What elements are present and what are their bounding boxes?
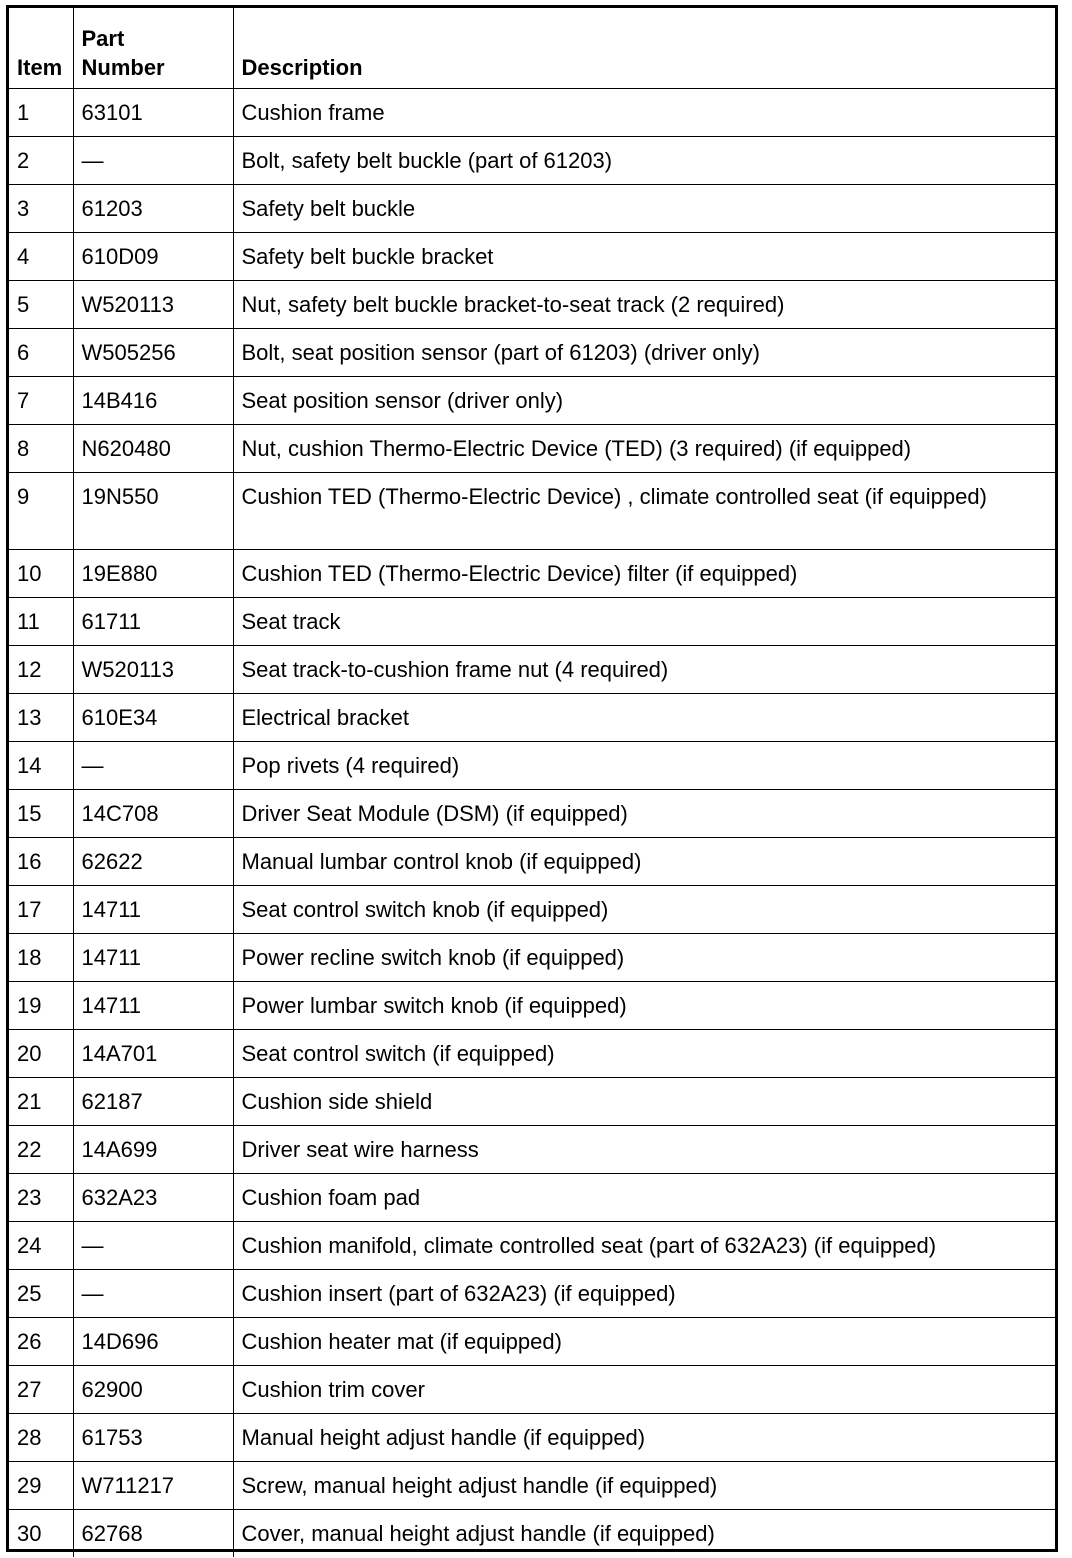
- table-row: [9, 472, 1055, 549]
- cell-item: 7: [9, 376, 73, 424]
- cell-description: Cushion TED (Thermo-Electric Device) , climate controlled seat (if equipped): [233, 472, 1055, 549]
- cell-description: Cushion frame: [233, 88, 1055, 136]
- cell-part-number: 61753: [73, 1413, 233, 1461]
- cell-part-number: 14711: [73, 981, 233, 1029]
- cell-item: 4: [9, 232, 73, 280]
- parts-table: [9, 8, 1055, 1557]
- cell-description: Cushion heater mat (if equipped): [233, 1317, 1055, 1365]
- cell-description: Cover, manual height adjust handle (if equipped): [233, 1509, 1055, 1557]
- table-row: [9, 693, 1055, 741]
- cell-item: 21: [9, 1077, 73, 1125]
- cell-part-number: —: [73, 1269, 233, 1317]
- table-header: [9, 8, 1055, 88]
- cell-item: 24: [9, 1221, 73, 1269]
- table-row: [9, 424, 1055, 472]
- cell-item: 3: [9, 184, 73, 232]
- cell-description: Seat control switch knob (if equipped): [233, 885, 1055, 933]
- table-row: [9, 1077, 1055, 1125]
- table-row: [9, 789, 1055, 837]
- header-row: [9, 8, 1055, 88]
- cell-part-number: —: [73, 1221, 233, 1269]
- table-row: [9, 1125, 1055, 1173]
- cell-description: Power lumbar switch knob (if equipped): [233, 981, 1055, 1029]
- cell-item: 28: [9, 1413, 73, 1461]
- cell-item: 16: [9, 837, 73, 885]
- cell-description: Safety belt buckle bracket: [233, 232, 1055, 280]
- cell-description: Power recline switch knob (if equipped): [233, 933, 1055, 981]
- cell-description: Screw, manual height adjust handle (if equipped): [233, 1461, 1055, 1509]
- cell-part-number: 632A23: [73, 1173, 233, 1221]
- table-row: [9, 1029, 1055, 1077]
- table-row: [9, 1365, 1055, 1413]
- cell-item: 13: [9, 693, 73, 741]
- cell-item: 22: [9, 1125, 73, 1173]
- cell-part-number: —: [73, 741, 233, 789]
- cell-item: 26: [9, 1317, 73, 1365]
- table-row: [9, 837, 1055, 885]
- cell-part-number: N620480: [73, 424, 233, 472]
- cell-part-number: W505256: [73, 328, 233, 376]
- header-description: [233, 8, 1055, 88]
- cell-part-number: 14A701: [73, 1029, 233, 1077]
- cell-part-number: 14D696: [73, 1317, 233, 1365]
- table-row: [9, 981, 1055, 1029]
- header-part-line2: Number: [81, 54, 165, 80]
- cell-description: Cushion foam pad: [233, 1173, 1055, 1221]
- cell-item: 1: [9, 88, 73, 136]
- parts-table-frame: [6, 5, 1058, 1552]
- cell-description: Cushion side shield: [233, 1077, 1055, 1125]
- cell-item: 20: [9, 1029, 73, 1077]
- cell-item: 19: [9, 981, 73, 1029]
- cell-description: Seat track-to-cushion frame nut (4 required): [233, 645, 1055, 693]
- table-row: [9, 1413, 1055, 1461]
- table-row: [9, 184, 1055, 232]
- table-row: [9, 645, 1055, 693]
- table-row: [9, 232, 1055, 280]
- table-row: [9, 1461, 1055, 1509]
- cell-item: 8: [9, 424, 73, 472]
- header-description-label: Description: [241, 54, 363, 80]
- cell-part-number: W520113: [73, 280, 233, 328]
- cell-description: Nut, cushion Thermo-Electric Device (TED) (3 required) (if equipped): [233, 424, 1055, 472]
- cell-item: 6: [9, 328, 73, 376]
- table-row: [9, 741, 1055, 789]
- cell-part-number: 610E34: [73, 693, 233, 741]
- cell-item: 2: [9, 136, 73, 184]
- cell-description: Seat control switch (if equipped): [233, 1029, 1055, 1077]
- table-row: [9, 328, 1055, 376]
- cell-part-number: 62768: [73, 1509, 233, 1557]
- cell-item: 27: [9, 1365, 73, 1413]
- cell-item: 12: [9, 645, 73, 693]
- table-body: [9, 88, 1055, 1557]
- cell-part-number: 19N550: [73, 472, 233, 549]
- cell-part-number: 61711: [73, 597, 233, 645]
- cell-part-number: 62900: [73, 1365, 233, 1413]
- cell-item: 5: [9, 280, 73, 328]
- cell-item: 14: [9, 741, 73, 789]
- table-row: [9, 1317, 1055, 1365]
- cell-item: 17: [9, 885, 73, 933]
- table-row: [9, 885, 1055, 933]
- table-row: [9, 280, 1055, 328]
- cell-item: 11: [9, 597, 73, 645]
- header-item-label: Item: [17, 54, 63, 80]
- cell-description: Nut, safety belt buckle bracket-to-seat track (2 required): [233, 280, 1055, 328]
- cell-description: Seat position sensor (driver only): [233, 376, 1055, 424]
- cell-part-number: 63101: [73, 88, 233, 136]
- cell-item: 25: [9, 1269, 73, 1317]
- cell-description: Bolt, safety belt buckle (part of 61203): [233, 136, 1055, 184]
- table-row: [9, 597, 1055, 645]
- table-row: [9, 933, 1055, 981]
- table-row: [9, 1221, 1055, 1269]
- table-row: [9, 1269, 1055, 1317]
- table-row: [9, 88, 1055, 136]
- cell-item: 10: [9, 549, 73, 597]
- cell-part-number: 19E880: [73, 549, 233, 597]
- cell-item: 15: [9, 789, 73, 837]
- cell-part-number: W711217: [73, 1461, 233, 1509]
- cell-part-number: 14B416: [73, 376, 233, 424]
- cell-part-number: 14711: [73, 933, 233, 981]
- cell-description: Safety belt buckle: [233, 184, 1055, 232]
- cell-description: Seat track: [233, 597, 1055, 645]
- cell-description: Manual height adjust handle (if equipped): [233, 1413, 1055, 1461]
- header-item: [9, 8, 73, 88]
- cell-part-number: 610D09: [73, 232, 233, 280]
- cell-part-number: W520113: [73, 645, 233, 693]
- cell-item: 23: [9, 1173, 73, 1221]
- cell-item: 29: [9, 1461, 73, 1509]
- cell-description: Cushion trim cover: [233, 1365, 1055, 1413]
- cell-item: 18: [9, 933, 73, 981]
- cell-part-number: 61203: [73, 184, 233, 232]
- cell-description: Electrical bracket: [233, 693, 1055, 741]
- cell-description: Cushion insert (part of 632A23) (if equipped): [233, 1269, 1055, 1317]
- cell-description: Driver Seat Module (DSM) (if equipped): [233, 789, 1055, 837]
- table-row: [9, 136, 1055, 184]
- cell-part-number: 14A699: [73, 1125, 233, 1173]
- header-part-number: [73, 8, 233, 88]
- cell-part-number: 14711: [73, 885, 233, 933]
- table-row: [9, 1509, 1055, 1557]
- cell-part-number: 14C708: [73, 789, 233, 837]
- cell-part-number: 62187: [73, 1077, 233, 1125]
- table-row: [9, 376, 1055, 424]
- cell-part-number: —: [73, 136, 233, 184]
- cell-item: 9: [9, 472, 73, 549]
- table-row: [9, 1173, 1055, 1221]
- header-part-line1: Part: [81, 25, 125, 51]
- cell-description: Manual lumbar control knob (if equipped): [233, 837, 1055, 885]
- cell-part-number: 62622: [73, 837, 233, 885]
- cell-description: Cushion TED (Thermo-Electric Device) filter (if equipped): [233, 549, 1055, 597]
- cell-description: Cushion manifold, climate controlled seat (part of 632A23) (if equipped): [233, 1221, 1055, 1269]
- cell-item: 30: [9, 1509, 73, 1557]
- cell-description: Pop rivets (4 required): [233, 741, 1055, 789]
- cell-description: Driver seat wire harness: [233, 1125, 1055, 1173]
- cell-description: Bolt, seat position sensor (part of 61203) (driver only): [233, 328, 1055, 376]
- table-row: [9, 549, 1055, 597]
